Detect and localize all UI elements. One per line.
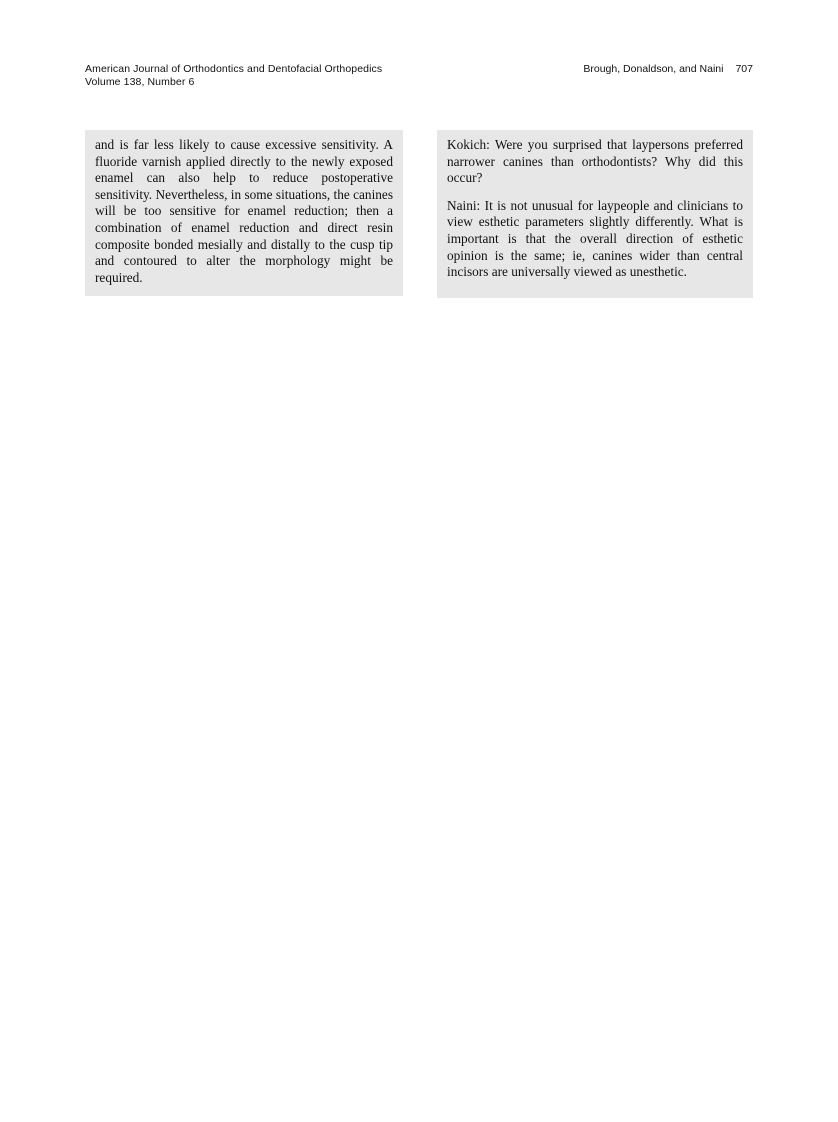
running-head: [583, 63, 753, 76]
journal-title: American Journal of Orthodontics and Dentofacial Orthopedics: [85, 63, 383, 75]
naini-answer-paragraph: Naini: It is not unusual for laypeople and clinicians to view esthetic parameters slightly differently. What is important is that the overall direction of esthetic opinion is the same; ie, canines wider than central incisors are universally viewed as unesthetic.: [447, 197, 743, 280]
journal-volume-info: Volume 138, Number 6: [85, 76, 195, 88]
right-text-box: [437, 130, 753, 298]
header-page-number: 707: [735, 63, 753, 75]
journal-info-block: [85, 63, 382, 89]
left-box-paragraph: and is far less likely to cause excessive sensitivity. A fluoride varnish applied directly to the newly exposed enamel can also help to reduce postoperative sensitivity. Nevertheless, in some situations, the canines will be too sensitive for enamel reduction; then a combination of enamel reduction and direct resin composite bonded mesially and distally to the cusp tip and contoured to alter the morphology might be required.: [95, 137, 393, 285]
left-text-box: [85, 130, 403, 296]
kokich-question-paragraph: Kokich: Were you surprised that laypersons preferred narrower canines than orthodontists? Why did this occur?: [447, 137, 743, 186]
header-authors: Brough, Donaldson, and Naini: [583, 63, 724, 75]
